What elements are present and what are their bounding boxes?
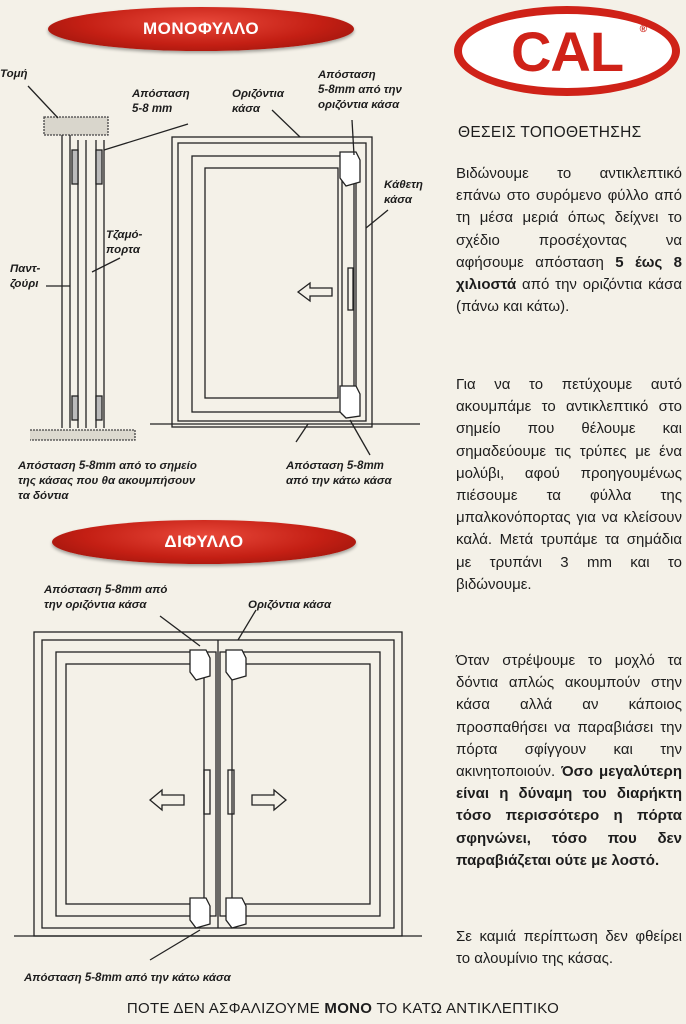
double-door — [14, 610, 422, 960]
label-apostasi-orizontia: Απόσταση 5-8mm από την οριζόντια κάσα — [318, 69, 402, 111]
section-view — [28, 86, 188, 440]
monofyllo-title: ΜΟΝΟΦΥΛΛΟ — [48, 7, 354, 51]
label-tzamoporta: Τζαμό- πορτα — [106, 229, 143, 256]
label-tomi: Τομή — [0, 68, 28, 80]
single-door — [150, 110, 420, 455]
label-katheti-kasa: Κάθετη κάσα — [384, 179, 423, 206]
brand-text: CAL — [510, 19, 624, 83]
footer-post: ΤΟ ΚΑΤΩ ΑΝΤΙΚΛΕΠΤΙΚΟ — [372, 1000, 560, 1017]
footer-bold: ΜΟΝΟ — [324, 1000, 373, 1017]
footer-pre: ΠΟΤΕ ΔΕΝ ΑΣΦΑΛΙΖΟΥΜΕ — [126, 1000, 325, 1017]
label-apostasi-58: Απόσταση 5-8 mm — [132, 88, 190, 115]
label-apostasi-simeio: Απόσταση 5-8mm από το σημείο της κάσας που θα ακουμπήσουν τα δόντια — [18, 460, 197, 502]
label-d-apostasi-orizontia: Απόσταση 5-8mm από την οριζόντια κάσα — [44, 584, 168, 611]
section-heading: ΘΕΣΕΙΣ ΤΟΠΟΘΕΤΗΣΗΣ — [458, 124, 642, 141]
paragraph-4: Σε καμιά περίπτωση δεν φθείρει το αλουμίνιο της κάσας. — [456, 928, 682, 968]
label-d-apostasi-kato: Απόσταση 5-8mm από την κάτω κάσα — [24, 972, 231, 984]
paragraph-2: Για να το πετύχουμε αυτό ακουμπάμε το αντικλεπτικό στο σημείο που θέλουμε και σημαδεύουμε τις τρύπες με ένα μολύβι, αφού προηγουμένως πιέσουμε τα φύλλα της μπαλκονόπορτας για να κλείσουν καλά. Μετά τρυπάμε τα σημάδια με τρυπάνι 3 mm και το βιδώνουμε. — [456, 376, 682, 593]
label-d-orizontia-kasa: Οριζόντια κάσα — [248, 599, 332, 611]
p1-text-b: από την οριζόντια κάσα (πάνω και κάτω). — [456, 276, 682, 316]
label-pantzouri: Παντ- ζούρι — [10, 263, 41, 290]
p1-text-a: Βιδώνουμε το αντικλεπτικό επάνω στο συρόμενο φύλλο από τη μέσα μεριά όπως δείχνει το σχέδιο προσέχοντας να αφήσουμε απόσταση — [456, 165, 682, 271]
registered-mark: ® — [639, 24, 646, 35]
p1-bold: 5 έως 8 χιλιοστά — [456, 253, 682, 294]
p3-bold: Όσο μεγαλύτερη είναι η δύναμη του διαρήκτη τόσο περισσότερο η πόρτα σφηνώνει, τόσο που δεν παραβιάζεται ούτε με λοστό. — [456, 763, 682, 869]
p3-text: Όταν στρέψουμε το μοχλό τα δόντια απλώς ακουμπούν στην κάσα αλλά αν κάποιος προσπαθήσει να παραβιάσει την πόρτα σφίγγουν και την ακινητοποιούν. — [456, 652, 682, 781]
difyllo-title: ΔΙΦΥΛΛΟ — [52, 520, 356, 564]
label-apostasi-kato: Απόσταση 5-8mm από την κάτω κάσα — [286, 460, 392, 487]
label-orizontia-kasa: Οριζόντια κάσα — [232, 88, 284, 115]
footer-warning — [0, 1000, 686, 1017]
